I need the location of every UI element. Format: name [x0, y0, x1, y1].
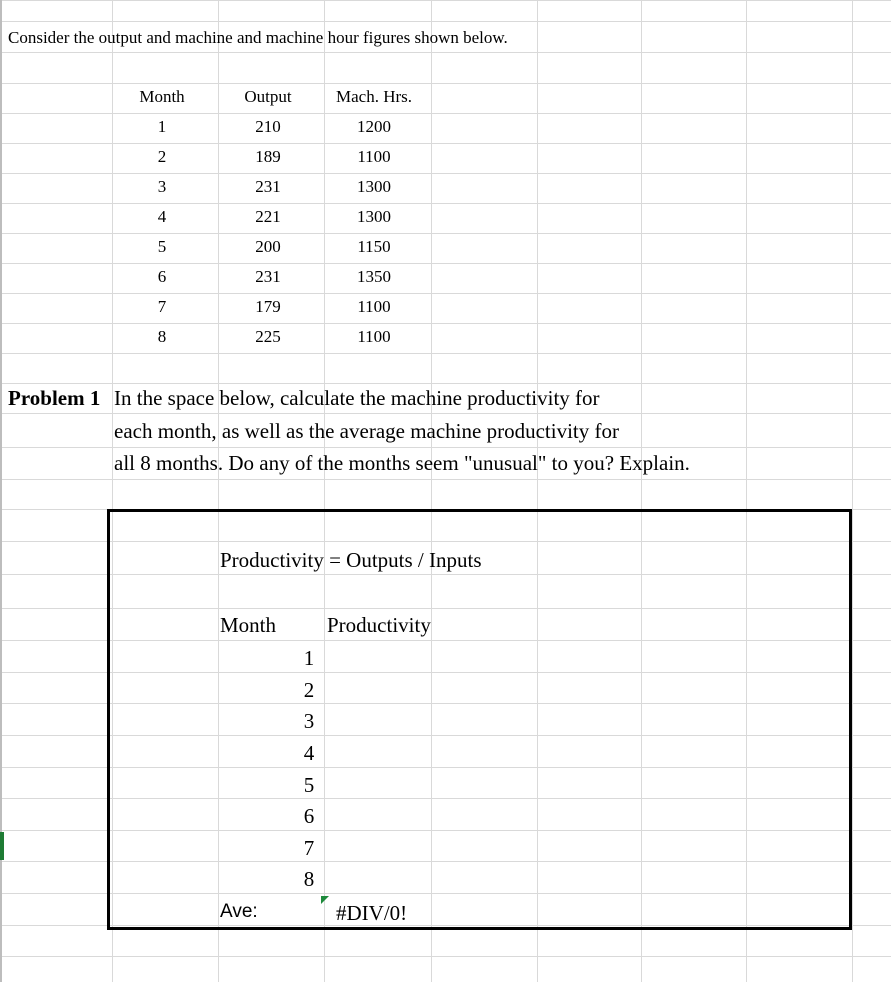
table-cell[interactable]: 1300: [357, 207, 391, 226]
answer-month-header: Month: [220, 613, 277, 637]
problem-line-2: each month, as well as the average machine productivity for: [114, 419, 619, 443]
table-cell[interactable]: 179: [255, 297, 281, 316]
table-cell[interactable]: 210: [255, 117, 281, 136]
answer-month[interactable]: 1: [303, 646, 315, 670]
header-month: Month: [139, 87, 185, 106]
answer-month[interactable]: 2: [303, 678, 315, 702]
header-mach-hrs: Mach. Hrs.: [335, 87, 412, 106]
answer-month[interactable]: 8: [303, 867, 315, 891]
error-indicator-icon[interactable]: [321, 896, 329, 904]
table-cell[interactable]: 1350: [357, 267, 391, 286]
table-cell[interactable]: 189: [255, 147, 281, 166]
table-cell[interactable]: 4: [157, 207, 167, 226]
table-cell[interactable]: 1100: [357, 327, 391, 346]
table-cell[interactable]: 5: [157, 237, 167, 256]
answer-month[interactable]: 7: [303, 836, 315, 860]
table-cell[interactable]: 200: [255, 237, 281, 256]
table-cell[interactable]: 231: [255, 177, 281, 196]
productivity-formula: Productivity = Outputs / Inputs: [220, 548, 482, 572]
table-cell[interactable]: 1300: [357, 177, 391, 196]
table-cell[interactable]: 7: [157, 297, 167, 316]
table-cell[interactable]: 1200: [357, 117, 391, 136]
average-label: Ave:: [220, 901, 258, 922]
table-cell[interactable]: 8: [157, 327, 167, 346]
table-cell[interactable]: 1100: [357, 297, 391, 316]
problem-line-3: all 8 months. Do any of the months seem "unusual" to you? Explain.: [114, 451, 690, 475]
answer-productivity-header: Productivity: [327, 613, 431, 637]
answer-month[interactable]: 4: [303, 741, 315, 765]
answer-month[interactable]: 3: [303, 709, 315, 733]
header-output: Output: [244, 87, 292, 106]
table-cell[interactable]: 1100: [357, 147, 391, 166]
table-cell[interactable]: 6: [157, 267, 167, 286]
answer-month[interactable]: 5: [303, 773, 315, 797]
problem-label: Problem 1: [8, 386, 101, 410]
row-selection-marker: [0, 832, 4, 860]
intro-text: Consider the output and machine and machine hour figures shown below.: [8, 28, 508, 47]
table-cell[interactable]: 1: [157, 117, 167, 136]
table-cell[interactable]: 1150: [357, 237, 391, 256]
table-cell[interactable]: 221: [255, 207, 281, 226]
table-cell[interactable]: 2: [157, 147, 167, 166]
table-cell[interactable]: 3: [157, 177, 167, 196]
table-cell[interactable]: 225: [255, 327, 281, 346]
problem-line-1: In the space below, calculate the machine productivity for: [114, 386, 600, 410]
answer-month[interactable]: 6: [303, 804, 315, 828]
average-value-cell[interactable]: #DIV/0!: [336, 901, 408, 925]
table-cell[interactable]: 231: [255, 267, 281, 286]
